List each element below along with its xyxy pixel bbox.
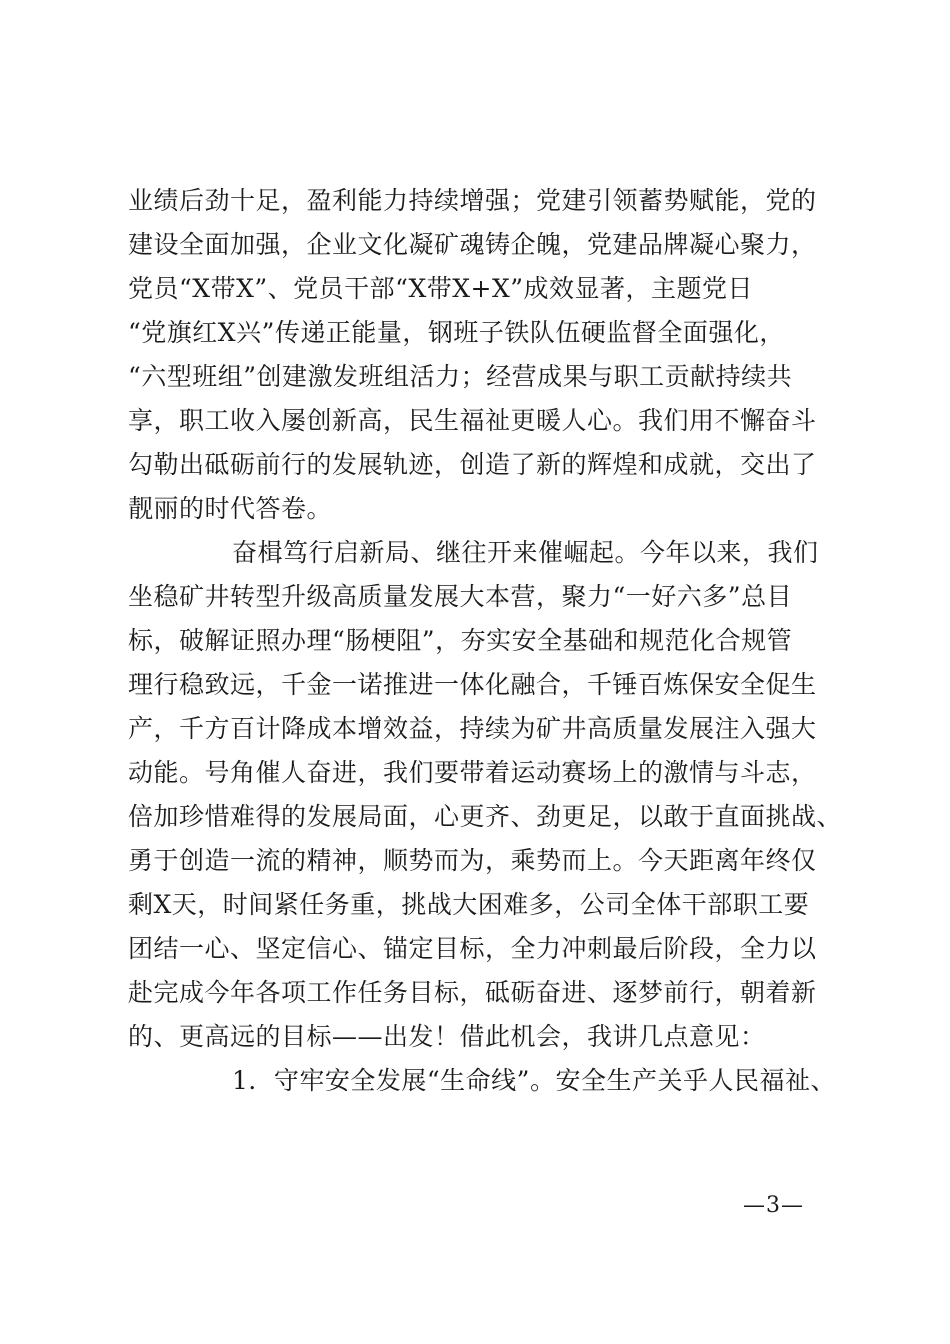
text-line: 靓丽的时代答卷。 bbox=[128, 494, 333, 523]
text-line: 享，职工收入屡创新高，民生福祉更暖人心。我们用不懈奋斗 bbox=[128, 406, 817, 435]
text-line: 的、更高远的目标——出发！借此机会，我讲几点意见： bbox=[128, 1022, 766, 1051]
text-line: 产，千方百计降成本增效益，持续为矿井高质量发展注入强大 bbox=[128, 714, 817, 743]
text-line: “党旗红X兴”传递正能量，钢班子铁队伍硬监督全面强化， bbox=[128, 318, 785, 347]
text-line: 标，破解证照办理“肠梗阻”，夯实安全基础和规范化合规管 bbox=[128, 626, 793, 655]
text-line: “六型班组”创建激发班组活力；经营成果与职工贡献持续共 bbox=[128, 362, 793, 391]
text-line: 勾勒出砥砺前行的发展轨迹，创造了新的辉煌和成就，交出了 bbox=[128, 450, 817, 479]
text-line: 倍加珍惜难得的发展局面，心更齐、劲更足，以敢于直面挑战、 bbox=[128, 802, 843, 831]
page-number: —3— bbox=[743, 1193, 804, 1218]
text-line: 赴完成今年各项工作任务目标，砥砺奋进、逐梦前行，朝着新 bbox=[128, 978, 817, 1007]
text-line: 党员“X带X”、党员干部“X带X+X”成效显著，主题党日 bbox=[128, 274, 754, 303]
text-line: 奋楫笃行启新局、继往开来催崛起。今年以来，我们 bbox=[232, 538, 819, 567]
text-line: 1．守牢安全发展“生命线”。安全生产关乎人民福祉、 bbox=[232, 1066, 836, 1095]
text-line: 勇于创造一流的精神，顺势而为，乘势而上。今天距离年终仅 bbox=[128, 846, 817, 875]
text-line: 建设全面加强，企业文化凝矿魂铸企魄，党建品牌凝心聚力， bbox=[128, 230, 817, 259]
text-line: 动能。号角催人奋进，我们要带着运动赛场上的激情与斗志， bbox=[128, 758, 817, 787]
text-line: 理行稳致远，千金一诺推进一体化融合，千锤百炼保安全促生 bbox=[128, 670, 817, 699]
body-text bbox=[128, 179, 843, 1103]
text-line: 坐稳矿井转型升级高质量发展大本营，聚力“一好六多”总目 bbox=[128, 582, 793, 611]
text-line: 团结一心、坚定信心、锚定目标，全力冲刺最后阶段，全力以 bbox=[128, 934, 817, 963]
text-line: 剩X天，时间紧任务重，挑战大困难多，公司全体干部职工要 bbox=[128, 890, 810, 919]
text-line: 业绩后劲十足，盈利能力持续增强；党建引领蓄势赋能，党的 bbox=[128, 186, 817, 215]
